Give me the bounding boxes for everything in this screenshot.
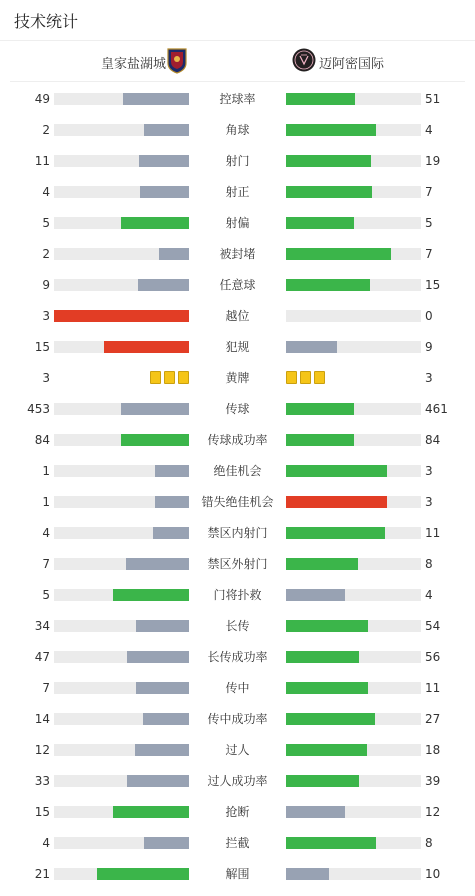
away-stat-value: 0 — [425, 309, 433, 323]
home-stat-bar-track — [54, 93, 189, 105]
stat-label: 射偏 — [225, 216, 250, 230]
away-stat-bar — [286, 868, 329, 880]
home-stat-bar-track — [54, 155, 189, 167]
away-stat-bar — [286, 589, 345, 601]
away-stat-value: 11 — [425, 681, 441, 695]
away-stat-bar — [286, 713, 375, 725]
away-stat-bar-track — [286, 496, 421, 508]
yellow-card-icon — [178, 371, 189, 384]
away-stat-value: 7 — [425, 247, 433, 261]
away-stat-bar — [286, 341, 337, 353]
home-team-logo[interactable] — [167, 48, 187, 74]
stat-row — [0, 741, 475, 772]
home-stat-bar-track — [54, 682, 189, 694]
away-stat-value: 8 — [425, 836, 433, 850]
stat-row — [0, 586, 475, 617]
away-stat-value: 5 — [425, 216, 433, 230]
page-title: 技术统计 — [14, 12, 79, 31]
stat-row — [0, 431, 475, 462]
away-stat-bar-track — [286, 186, 421, 198]
stat-row — [0, 493, 475, 524]
home-stat-bar — [155, 496, 189, 508]
away-stat-bar — [286, 806, 345, 818]
stat-label: 错失绝佳机会 — [201, 495, 274, 509]
home-stat-bar — [136, 682, 189, 694]
home-stat-value: 3 — [42, 309, 50, 323]
stat-label: 绝佳机会 — [213, 464, 262, 478]
home-stat-bar — [121, 403, 189, 415]
yellow-card-icon — [314, 371, 325, 384]
away-stat-bar — [286, 248, 391, 260]
stat-label: 过人成功率 — [207, 774, 268, 788]
home-stat-bar-track — [54, 248, 189, 260]
home-stat-value: 21 — [34, 867, 50, 881]
stat-label: 传球成功率 — [207, 433, 268, 447]
away-stat-bar-track — [286, 620, 421, 632]
away-stat-bar-track — [286, 837, 421, 849]
home-stat-bar — [127, 775, 189, 787]
stat-row — [0, 307, 475, 338]
home-stat-value: 15 — [34, 340, 50, 354]
away-stat-bar — [286, 744, 367, 756]
stat-label: 传中成功率 — [207, 712, 268, 726]
away-stat-bar-track — [286, 527, 421, 539]
away-stat-bar — [286, 124, 376, 136]
home-stat-value: 4 — [42, 185, 50, 199]
away-stat-bar — [286, 186, 372, 198]
home-stat-value: 84 — [34, 433, 50, 447]
stat-label: 过人 — [225, 743, 250, 757]
home-stat-bar-track — [54, 527, 189, 539]
stat-row — [0, 276, 475, 307]
home-stat-bar-track — [54, 434, 189, 446]
home-stat-bar-track — [54, 403, 189, 415]
away-stat-bar-track — [286, 248, 421, 260]
away-stat-bar — [286, 682, 368, 694]
home-stat-value: 11 — [34, 154, 50, 168]
home-stat-value: 2 — [42, 123, 50, 137]
stat-label: 门将扑救 — [213, 588, 262, 602]
stat-label: 射正 — [225, 185, 250, 199]
away-stat-bar — [286, 217, 354, 229]
away-stat-bar-track — [286, 558, 421, 570]
home-stat-bar — [126, 558, 189, 570]
home-stat-bar-track — [54, 341, 189, 353]
away-stat-value: 54 — [425, 619, 441, 633]
stat-row — [0, 648, 475, 679]
away-stat-bar-track — [286, 589, 421, 601]
home-stat-value: 5 — [42, 216, 50, 230]
away-stat-value: 56 — [425, 650, 441, 664]
home-stat-bar-track — [54, 589, 189, 601]
home-stat-bar-track — [54, 558, 189, 570]
home-stat-bar — [97, 868, 189, 880]
stat-row — [0, 617, 475, 648]
stat-row — [0, 152, 475, 183]
away-yellow-cards — [286, 371, 325, 385]
stat-row — [0, 555, 475, 586]
home-stat-bar-track — [54, 310, 189, 322]
away-stat-bar-track — [286, 93, 421, 105]
away-stat-bar-track — [286, 217, 421, 229]
home-stat-bar — [143, 713, 189, 725]
stat-row — [0, 803, 475, 834]
away-team-logo[interactable] — [292, 48, 316, 72]
away-stat-bar-track — [286, 775, 421, 787]
away-stat-value: 27 — [425, 712, 441, 726]
home-stat-value: 33 — [34, 774, 50, 788]
stat-label: 解围 — [225, 867, 250, 881]
home-stat-bar — [138, 279, 189, 291]
stat-label: 抢断 — [225, 805, 250, 819]
home-stat-bar — [113, 806, 189, 818]
stat-row — [0, 462, 475, 493]
away-team-name[interactable]: 迈阿密国际 — [319, 57, 385, 72]
stat-row — [0, 245, 475, 276]
home-stat-value: 15 — [34, 805, 50, 819]
yellow-card-icon — [164, 371, 175, 384]
stat-row — [0, 834, 475, 865]
away-stat-bar — [286, 837, 376, 849]
away-stat-value: 461 — [425, 402, 448, 416]
away-stat-value: 4 — [425, 588, 433, 602]
stat-label: 射门 — [225, 154, 250, 168]
away-stat-bar-track — [286, 434, 421, 446]
home-stat-value: 5 — [42, 588, 50, 602]
away-stat-bar — [286, 465, 387, 477]
home-stat-bar — [155, 465, 189, 477]
away-stat-bar-track — [286, 465, 421, 477]
stat-row — [0, 400, 475, 431]
away-stat-bar — [286, 775, 359, 787]
stat-label: 任意球 — [219, 278, 256, 292]
stat-row — [0, 214, 475, 245]
home-stat-value: 49 — [34, 92, 50, 106]
home-team-name[interactable]: 皇家盐湖城 — [101, 57, 167, 72]
stat-row — [0, 90, 475, 121]
away-stat-value: 7 — [425, 185, 433, 199]
home-stat-bar — [121, 217, 189, 229]
away-stat-bar-track — [286, 651, 421, 663]
home-stat-value: 1 — [42, 495, 50, 509]
stat-label: 越位 — [225, 309, 250, 323]
home-stat-bar-track — [54, 775, 189, 787]
home-stat-bar — [144, 837, 189, 849]
stat-row — [0, 710, 475, 741]
away-stat-value: 4 — [425, 123, 433, 137]
stat-row — [0, 338, 475, 369]
home-stat-bar-track — [54, 651, 189, 663]
stat-label: 禁区内射门 — [207, 526, 268, 540]
stat-row — [0, 524, 475, 555]
home-stat-bar-track — [54, 465, 189, 477]
home-stat-bar — [140, 186, 189, 198]
stat-label: 传中 — [225, 681, 250, 695]
away-stat-value: 3 — [425, 495, 433, 509]
home-stat-bar — [144, 124, 189, 136]
home-stat-bar — [159, 248, 189, 260]
home-stat-value: 4 — [42, 526, 50, 540]
home-stat-value: 34 — [34, 619, 50, 633]
stat-row — [0, 183, 475, 214]
away-stat-value: 11 — [425, 526, 441, 540]
home-stat-bar — [127, 651, 189, 663]
header-divider — [0, 40, 475, 41]
away-stat-value: 19 — [425, 154, 441, 168]
home-stat-value: 14 — [34, 712, 50, 726]
away-stat-value: 10 — [425, 867, 441, 881]
home-stat-bar-track — [54, 279, 189, 291]
stat-label: 黄牌 — [225, 371, 250, 385]
away-stat-bar — [286, 651, 359, 663]
yellow-card-icon — [286, 371, 297, 384]
home-stat-bar — [54, 310, 189, 322]
home-stat-value: 9 — [42, 278, 50, 292]
stat-label: 控球率 — [219, 92, 256, 106]
home-stat-bar-track — [54, 217, 189, 229]
stat-row — [0, 679, 475, 710]
home-stat-value: 12 — [34, 743, 50, 757]
away-stat-value: 39 — [425, 774, 441, 788]
home-stat-bar-track — [54, 496, 189, 508]
stat-row — [0, 865, 475, 896]
stat-label: 传球 — [225, 402, 250, 416]
stat-label: 长传成功率 — [207, 650, 268, 664]
stat-label: 拦截 — [225, 836, 250, 850]
team-header-divider — [10, 81, 465, 82]
away-stat-bar-track — [286, 403, 421, 415]
away-stat-value: 3 — [425, 464, 433, 478]
home-stat-bar — [123, 93, 189, 105]
home-stat-bar-track — [54, 713, 189, 725]
stat-row — [0, 772, 475, 803]
home-stat-bar — [139, 155, 189, 167]
stat-label: 角球 — [225, 123, 250, 137]
home-stat-value: 1 — [42, 464, 50, 478]
stat-label: 被封堵 — [219, 247, 256, 261]
away-stat-value: 15 — [425, 278, 441, 292]
away-stat-bar — [286, 620, 368, 632]
home-stat-bar — [136, 620, 189, 632]
away-stat-value: 51 — [425, 92, 441, 106]
yellow-card-icon — [300, 371, 311, 384]
home-stat-bar — [104, 341, 189, 353]
home-stat-value: 2 — [42, 247, 50, 261]
stat-label: 犯规 — [225, 340, 250, 354]
away-stat-bar-track — [286, 310, 421, 322]
away-stat-value: 9 — [425, 340, 433, 354]
home-stat-bar-track — [54, 806, 189, 818]
away-stat-bar-track — [286, 682, 421, 694]
away-stat-bar — [286, 93, 355, 105]
away-stat-bar — [286, 403, 354, 415]
away-stat-value: 18 — [425, 743, 441, 757]
home-yellow-cards — [150, 371, 189, 385]
stat-label: 禁区外射门 — [207, 557, 268, 571]
home-stat-bar-track — [54, 186, 189, 198]
away-stat-bar — [286, 496, 387, 508]
stat-label: 长传 — [225, 619, 250, 633]
away-stat-bar-track — [286, 341, 421, 353]
home-stat-bar-track — [54, 744, 189, 756]
home-stat-value: 7 — [42, 557, 50, 571]
away-stat-bar — [286, 155, 371, 167]
away-stat-value: 84 — [425, 433, 441, 447]
away-stat-bar-track — [286, 744, 421, 756]
away-stat-value: 3 — [425, 371, 433, 385]
away-stat-bar — [286, 279, 370, 291]
away-stat-bar-track — [286, 279, 421, 291]
away-stat-bar-track — [286, 868, 421, 880]
away-stat-bar-track — [286, 155, 421, 167]
away-stat-bar — [286, 558, 358, 570]
home-stat-bar — [153, 527, 189, 539]
home-stat-bar — [121, 434, 189, 446]
yellow-card-icon — [150, 371, 161, 384]
away-stat-value: 8 — [425, 557, 433, 571]
home-stat-bar-track — [54, 868, 189, 880]
home-stat-bar-track — [54, 837, 189, 849]
home-stat-bar-track — [54, 620, 189, 632]
away-stat-bar — [286, 434, 354, 446]
away-stat-bar-track — [286, 806, 421, 818]
away-stat-bar — [286, 527, 385, 539]
home-stat-bar — [135, 744, 189, 756]
away-stat-value: 12 — [425, 805, 441, 819]
home-stat-value: 3 — [42, 371, 50, 385]
away-stat-bar-track — [286, 124, 421, 136]
home-stat-value: 4 — [42, 836, 50, 850]
home-stat-value: 7 — [42, 681, 50, 695]
home-stat-value: 453 — [27, 402, 50, 416]
home-stat-bar-track — [54, 124, 189, 136]
home-stat-bar — [113, 589, 189, 601]
stat-row — [0, 121, 475, 152]
stat-row — [0, 369, 475, 400]
away-stat-bar-track — [286, 713, 421, 725]
home-stat-value: 47 — [34, 650, 50, 664]
